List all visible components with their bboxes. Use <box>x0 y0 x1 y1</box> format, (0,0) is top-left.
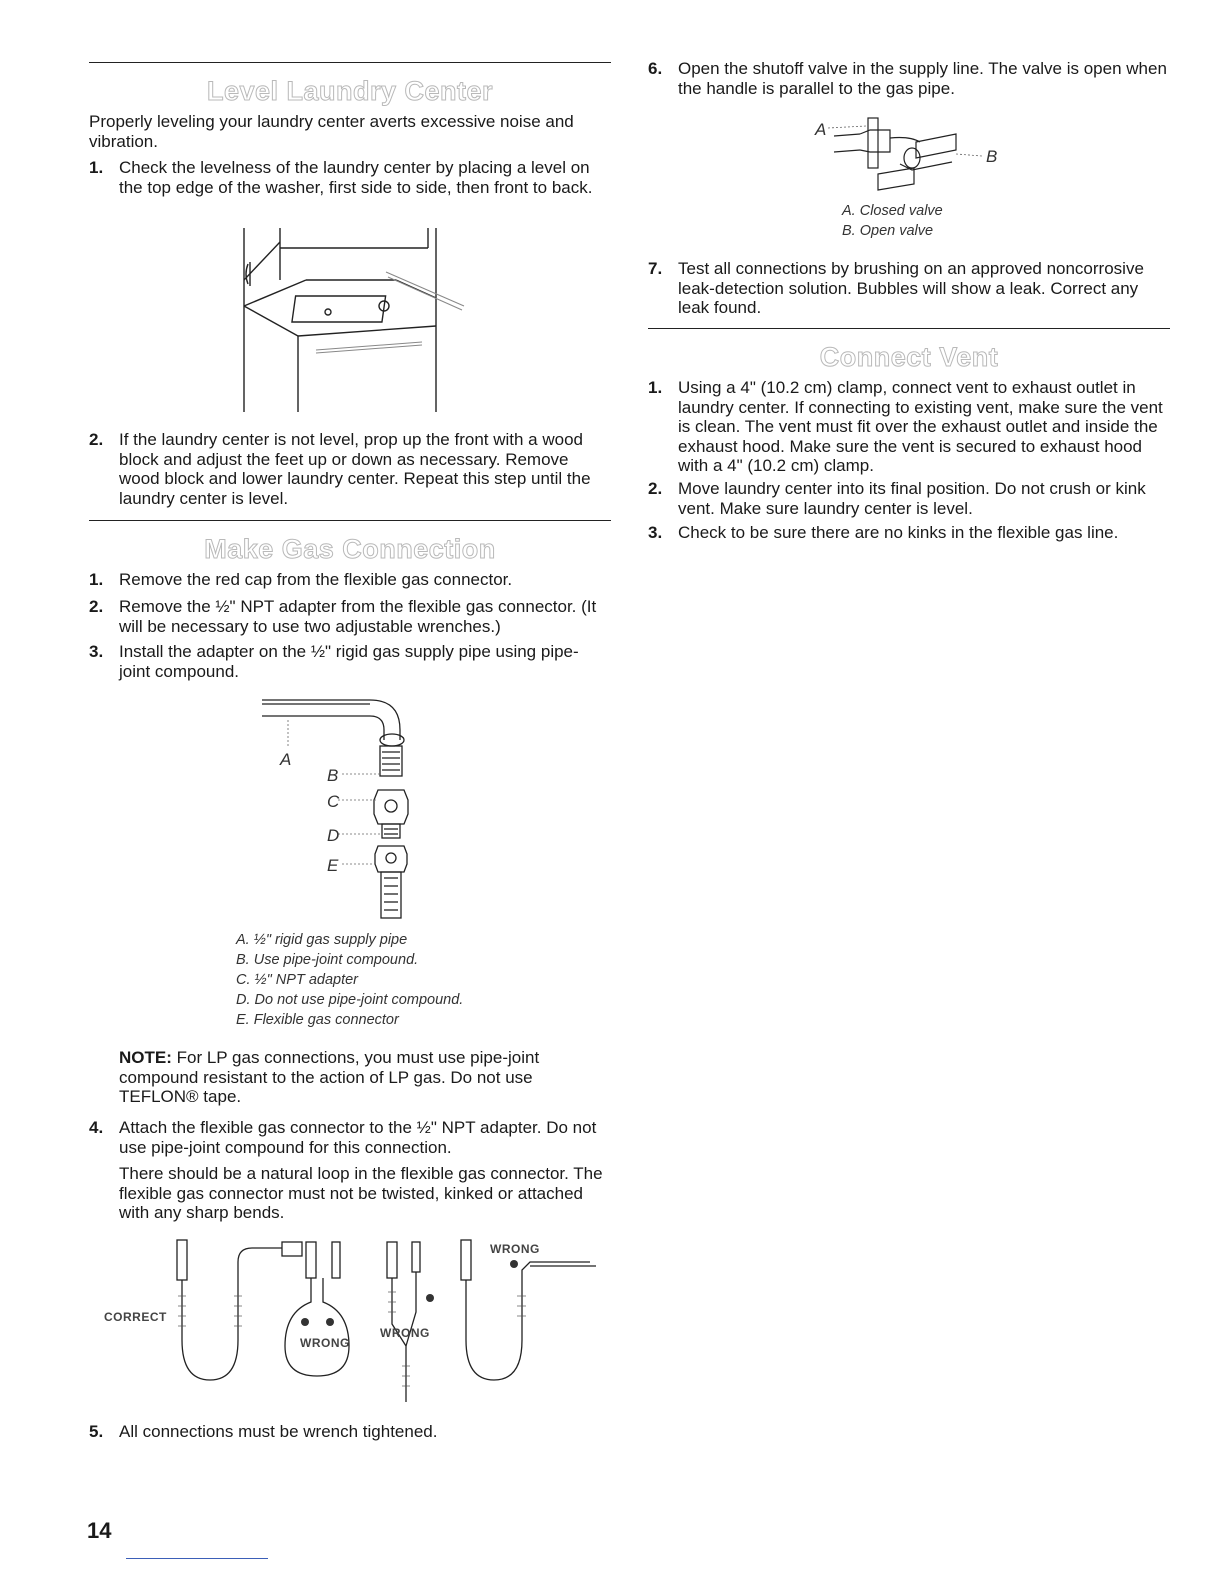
vent-step-1 <box>648 378 1173 478</box>
footer-line <box>126 1558 268 1559</box>
section-rule <box>89 62 611 63</box>
loop-label-wrong-kink: WRONG <box>380 1326 430 1340</box>
gas-step-3 <box>89 642 614 682</box>
section-rule <box>89 520 611 521</box>
loop-label-wrong-bend: WRONG <box>490 1242 540 1256</box>
valve-caption-b: B. Open valve <box>842 223 934 239</box>
step-text: Using a 4" (10.2 cm) clamp, connect vent to exhaust outlet in laundry center. If connecting to existing vent, make sure the vent is clean. The vent must fit over the exhaust outlet and inside the exhaust hood. Make sure the vent is secured to exhaust hood with a 4" (10.2 cm) clamp. <box>678 378 1163 475</box>
pipe-caption-d: D. Do not use pipe-joint compound. <box>236 992 464 1008</box>
valve-label-b: B <box>986 147 998 166</box>
pipe-label-d: D <box>327 826 340 845</box>
step-number: 5. <box>89 1422 104 1441</box>
pipe-caption-c: C. ½" NPT adapter <box>236 972 359 988</box>
pipe-label-c: C <box>327 792 340 811</box>
step-number: 1. <box>89 158 104 177</box>
step-text: Open the shutoff valve in the supply line. The valve is open when the handle is parallel to the gas pipe. <box>678 59 1167 98</box>
level-step-1 <box>89 158 614 218</box>
step-number: 3. <box>648 523 663 542</box>
step-text: Move laundry center into its final position. Do not crush or kink vent. Make sure laundry center is level. <box>678 479 1146 518</box>
section-rule <box>648 328 1170 329</box>
loop-label-wrong-loop: WRONG <box>300 1336 350 1350</box>
step-text: Attach the flexible gas connector to the ½" NPT adapter. Do not use pipe-joint compound for this connection. <box>119 1118 597 1157</box>
loop-text: There should be a natural loop in the flexible gas connector. The flexible gas connector must not be twisted, kinked or attached with any sharp bends. <box>119 1164 603 1222</box>
note-text: For LP gas connections, you must use pipe-joint compound resistant to the action of LP gas. Do not use TEFLON® tape. <box>119 1048 540 1106</box>
pipe-label-e: E <box>327 856 339 875</box>
level-heading: Level Laundry Center <box>206 76 494 106</box>
vent-step-3 <box>648 523 1173 543</box>
step-number: 3. <box>89 642 104 661</box>
gas-step-5 <box>89 1422 614 1442</box>
step-text: Test all connections by brushing on an approved noncorrosive leak-detection solution. Bubbles will show a leak. Correct any leak found. <box>678 259 1144 317</box>
level-intro: Properly leveling your laundry center averts excessive noise and vibration. <box>89 112 574 151</box>
vent-heading: Connect Vent <box>819 342 999 372</box>
pipe-caption-e: E. Flexible gas connector <box>236 1012 399 1028</box>
step-number: 2. <box>89 430 104 449</box>
valve-label-a: A <box>815 120 827 139</box>
step-number: 1. <box>648 378 663 397</box>
note-label: NOTE: <box>119 1048 172 1067</box>
step-number: 4. <box>89 1118 104 1137</box>
washer-level-illustration <box>236 222 472 414</box>
step-text: Remove the ½" NPT adapter from the flexible gas connector. (It will be necessary to use two adjustable wrenches.) <box>119 597 597 636</box>
gas-heading: Make Gas Connection <box>204 534 496 564</box>
step-text: Remove the red cap from the flexible gas connector. <box>119 570 513 589</box>
pipe-label-b: B <box>327 766 339 785</box>
step-number: 6. <box>648 59 663 78</box>
step-number: 2. <box>89 597 104 616</box>
valve-caption-a: A. Closed valve <box>842 203 943 219</box>
step-number: 7. <box>648 259 663 278</box>
shutoff-valve-illustration <box>820 112 990 200</box>
page-number: 14 <box>87 1518 112 1543</box>
step-text: Check the levelness of the laundry center by placing a level on the top edge of the washer, first side to side, then front to back. <box>119 158 593 197</box>
gas-step-2 <box>89 597 614 637</box>
pipe-caption-b: B. Use pipe-joint compound. <box>236 952 419 968</box>
step-number: 1. <box>89 570 104 589</box>
step-number: 2. <box>648 479 663 498</box>
step-text: Check to be sure there are no kinks in the flexible gas line. <box>678 523 1119 542</box>
gas-step-6 <box>648 59 1173 99</box>
gas-step-4 <box>89 1118 614 1158</box>
gas-step-7 <box>648 259 1173 319</box>
loop-label-correct: CORRECT <box>104 1310 167 1324</box>
step-text: All connections must be wrench tightened. <box>119 1422 438 1441</box>
step-text: If the laundry center is not level, prop up the front with a wood block and adjust the feet up or down as necessary. Remove wood block and lower laundry center. Repeat this step until the laundry center is level. <box>119 430 591 508</box>
connector-loop-illustration <box>100 1236 600 1408</box>
pipe-label-a: A <box>280 750 292 769</box>
level-step-2 <box>89 430 614 510</box>
pipe-caption-a: A. ½" rigid gas supply pipe <box>236 932 408 948</box>
step-text: Install the adapter on the ½" rigid gas supply pipe using pipe-joint compound. <box>119 642 579 681</box>
gas-step-1 <box>89 570 614 590</box>
lp-note <box>119 1048 604 1107</box>
vent-step-2 <box>648 479 1173 519</box>
